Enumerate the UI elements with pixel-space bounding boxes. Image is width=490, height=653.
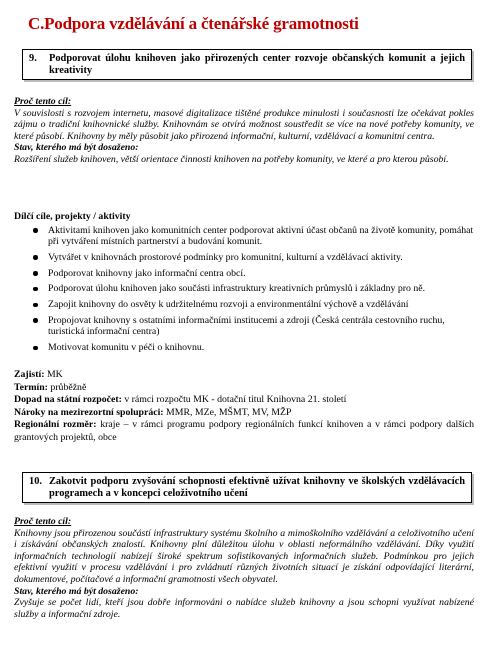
regional-row bbox=[14, 419, 474, 444]
ensures-value: MK bbox=[46, 369, 63, 380]
impact-row bbox=[14, 394, 474, 407]
goal-9-title: Podporovat úlohu knihoven jako přirozených center rozvoje občanských komunit a jejich kreativity bbox=[49, 53, 465, 76]
list-item: Podporovat úlohu knihoven jako součásti infrastruktury kreativních průmyslů i základny pro ně. bbox=[48, 283, 474, 294]
ensures-label: Zajistí: bbox=[14, 369, 45, 380]
goal-9-why-block bbox=[14, 96, 474, 166]
term-label: Termín: bbox=[14, 381, 48, 393]
list-item: Aktivitami knihoven jako komunitních center podporovat aktivní účast občanů na životě komunity, pomáhat při vytváření místních partnerství a budování komunit. bbox=[48, 224, 474, 247]
goal-10-why-text: Knihovny jsou přirozenou součástí infrastruktury systému školního a mimoškolního vzdělávání a celoživotního učení i získávání občanských znalostí. Knihovny plní důležitou úlohu v oblasti neformálního vzdělávání. Díky využití informačních technologií nabízejí široké spektrum sofistikovaných informačních služeb. Podmínkou pro jejich efektivní využití v procesu vzdělávání i pro zvládnutí různých životních situací je získání odpovídající literární, dokumentové, počítačové a informační gramotnosti všech obyvatel. bbox=[14, 527, 474, 585]
inter-label: Nároky na mezirezortní spolupráci: bbox=[14, 406, 164, 418]
goal-9-state-text: Rozšíření služeb knihoven, větší orientace činnosti knihoven na potřeby komunity, ve které a pro kterou působí. bbox=[14, 153, 449, 165]
goal-9-box bbox=[22, 49, 472, 80]
section-heading: C.Podpora vzdělávání a čtenářské gramotnosti bbox=[28, 14, 359, 33]
inter-row bbox=[14, 407, 474, 420]
list-item: Motivovat komunitu v péči o knihovnu. bbox=[48, 342, 474, 353]
list-item: Propojovat knihovny s ostatními informačními institucemi a zdroji (Česká centrála cestovního ruchu, turistická informační centra) bbox=[48, 315, 474, 338]
goal-10-number: 10. bbox=[29, 476, 42, 487]
goal-9-goals-label: Dílčí cíle, projekty / aktivity bbox=[14, 211, 131, 222]
inter-value: MMR, MZe, MŠMT, MV, MŽP bbox=[166, 406, 292, 418]
goal-9-why-label: Proč tento cíl: bbox=[14, 96, 72, 107]
regional-value: kraje – v rámci programu podpory regionálních funkcí knihoven a v rámci podpory dalších grantových projektů, obce bbox=[14, 419, 474, 443]
term-value: průběžně bbox=[50, 381, 87, 393]
goal-10-why-label: Proč tento cíl: bbox=[14, 516, 72, 527]
goal-9-number: 9. bbox=[29, 53, 37, 64]
term-row bbox=[14, 382, 474, 395]
goal-9-goals-block bbox=[14, 211, 474, 358]
list-item: Podporovat knihovny jako informační centra obcí. bbox=[48, 268, 474, 279]
impact-label: Dopad na státní rozpočet: bbox=[14, 394, 122, 406]
goal-9-why-text: V souvislosti s rozvojem internetu, masové digitalizace tištěné produkce minulosti i současnosti lze očekávat pokles zájmu o tradiční knihovnické služby. Knihovnám se otvírá možnost soustředit se více na nové potřeby komunity, ve které působí. Knihovny by měly působit jako přirozená informační, kulturní, vzdělávací a komunitní centra. bbox=[14, 107, 474, 142]
goal-9-goals-list bbox=[14, 225, 474, 354]
goal-9-state-label: Stav, kterého má být dosaženo: bbox=[14, 142, 139, 154]
impact-value: v rámci rozpočtu MK - dotační titul Knihovna 21. století bbox=[124, 394, 347, 406]
ensures-row bbox=[14, 369, 474, 382]
list-item: Zapojit knihovny do osvěty k udržitelnému rozvoji a environmentální výchově a vzdělávání bbox=[48, 299, 474, 310]
goal-9-meta bbox=[14, 369, 474, 445]
list-item: Vytvářet v knihovnách prostorové podmínky pro komunitní, kulturní a vzdělávací aktivity. bbox=[48, 252, 474, 263]
goal-10-why-block bbox=[14, 516, 474, 620]
goal-10-title: Zakotvit podporu zvyšování schopnosti efektivně užívat knihovny ve školských vzdělávacích programech a v koncepci celoživotního učení bbox=[49, 476, 465, 499]
goal-10-state-text: Zvyšuje se počet lidí, kteří jsou dobře informováni o nabídce služeb knihovny a jsou schopni využívat nabízené služby a informační zdroje. bbox=[14, 597, 474, 620]
regional-label: Regionální rozměr: bbox=[14, 419, 97, 431]
goal-10-box bbox=[22, 472, 472, 503]
goal-10-state-label: Stav, kterého má být dosaženo: bbox=[14, 585, 139, 597]
